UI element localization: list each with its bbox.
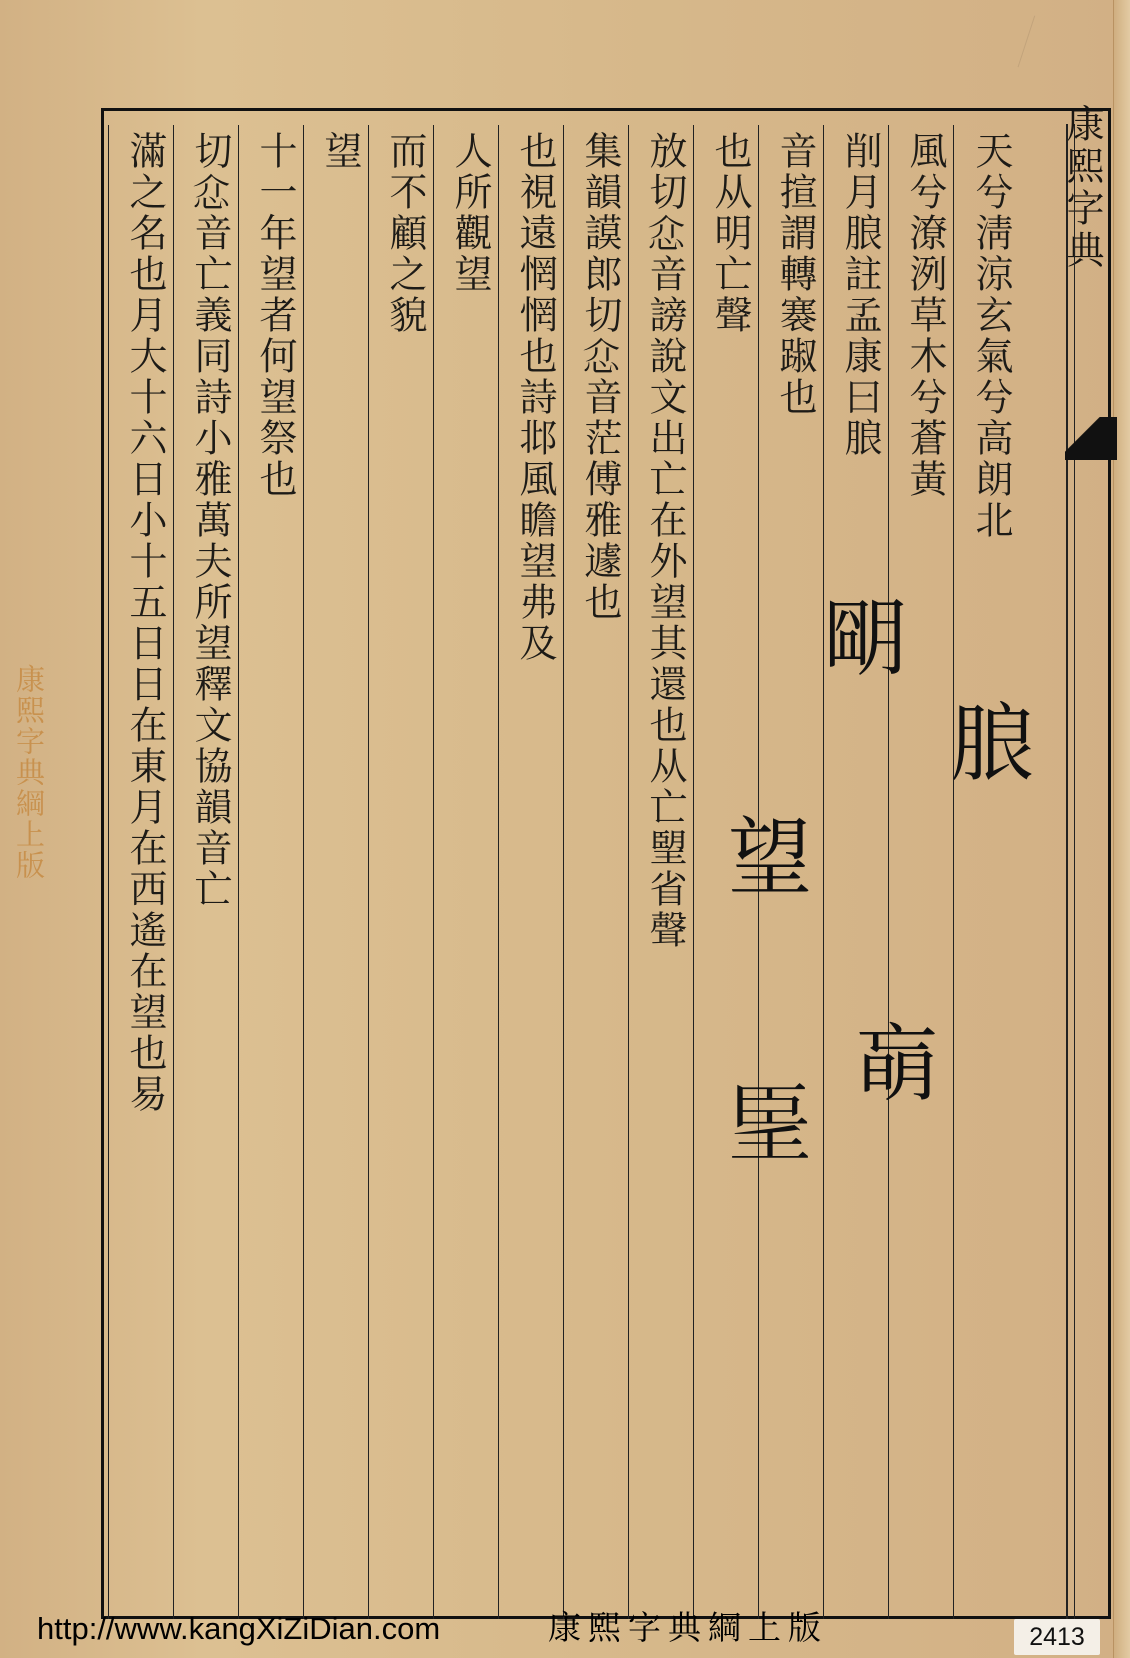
text-column xyxy=(433,125,498,1619)
column-text: 也从明亡聲 xyxy=(708,131,752,336)
text-column xyxy=(953,125,1019,1619)
text-column xyxy=(238,125,303,1619)
text-column xyxy=(368,125,433,1619)
footer-url[interactable]: http://www.kangXiZiDian.com xyxy=(37,1611,441,1646)
text-column xyxy=(173,125,238,1619)
page-edge xyxy=(1113,0,1130,1658)
book-header-mark: 康熙字典 xyxy=(1060,104,1104,272)
column-text: 放切𢗊音謗說文出亡在外望其還也从亡朢省聲 xyxy=(643,131,687,951)
column-text: 也視遠惘惘也詩邶風瞻望弗及 xyxy=(513,131,557,664)
text-column xyxy=(498,125,563,1619)
text-column xyxy=(563,125,628,1619)
column-text: 風兮潦洌草木兮蒼黃 xyxy=(903,131,947,500)
text-column xyxy=(108,125,173,1619)
text-column xyxy=(628,125,693,1619)
side-watermark-brand: 康熙字典綱上版 xyxy=(12,664,46,881)
column-text: 人所觀望 xyxy=(448,131,492,295)
column-text: 望 xyxy=(318,131,362,172)
column-text: 音揎謂轉褰踧也 xyxy=(773,131,817,418)
header-black-tab xyxy=(1065,417,1117,460)
text-column xyxy=(888,125,953,1619)
column-text: 滿之名也月大十六日小十五日日在東月在西遙在望也易 xyxy=(123,131,167,1115)
headword-wang-ancient: 𦣠 xyxy=(728,1077,813,1175)
headword-huang: 朚 xyxy=(855,1015,940,1113)
paper-corner-fold xyxy=(1018,16,1070,79)
headword-wang: 望 xyxy=(728,809,813,907)
column-text: 而不顧之貌 xyxy=(383,131,427,336)
footer-title: 康熙字典綱上版 xyxy=(548,1608,828,1647)
column-text: 天兮淸涼玄氣兮高朗北 xyxy=(969,131,1013,541)
header-divider xyxy=(1066,124,1075,1624)
headword-ming: 朙 xyxy=(823,590,908,688)
headword-lang: 朖 xyxy=(950,695,1035,793)
page-number: 2413 xyxy=(1014,1619,1100,1655)
text-column xyxy=(823,125,888,1619)
column-text: 削月朖註孟康曰朖 xyxy=(838,131,882,459)
column-text: 切𢗊音亡義同詩小雅萬夫所望釋文協韻音亡 xyxy=(188,131,232,910)
text-column xyxy=(303,125,368,1619)
column-text: 十一年望者何望祭也 xyxy=(253,131,297,500)
column-text: 集韻謨郎切𢗊音茫傅雅遽也 xyxy=(578,131,622,623)
